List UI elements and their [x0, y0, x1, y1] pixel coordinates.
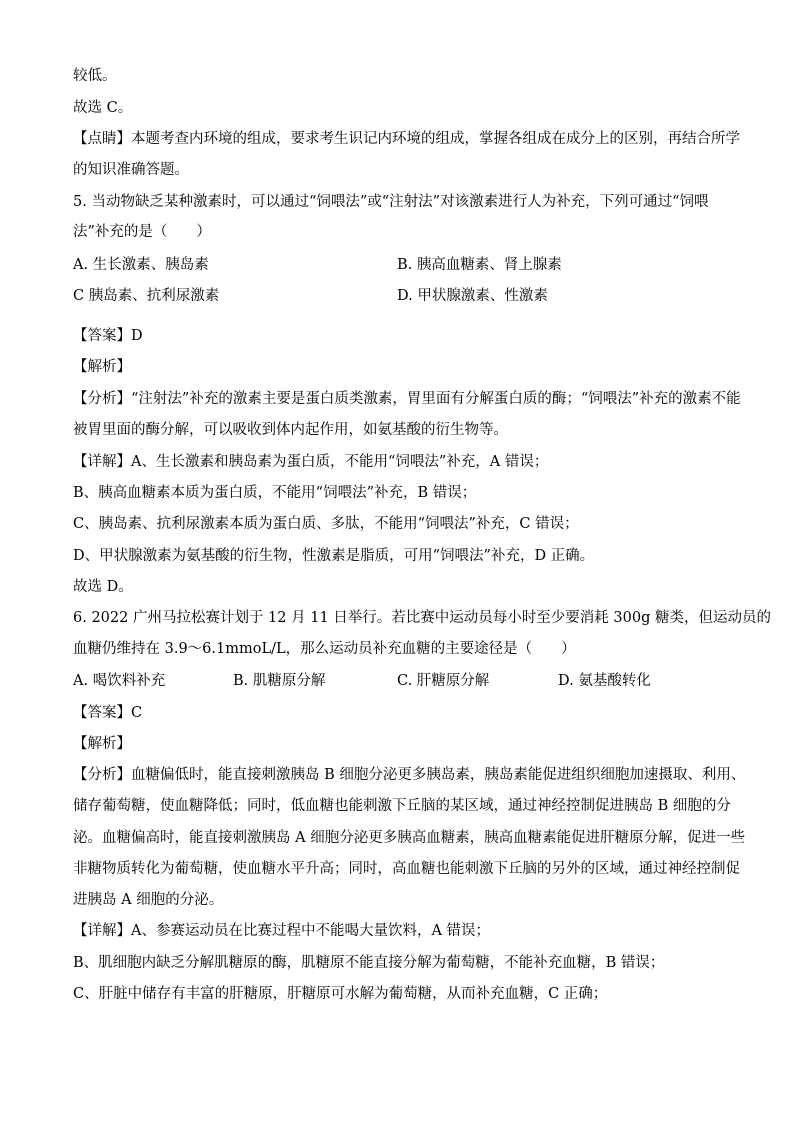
- text-line: 故选 C。: [73, 100, 133, 116]
- q6-option-d: D. 氨基酸转化: [558, 673, 651, 689]
- text-line: 较低。: [73, 68, 117, 84]
- text-line: 的知识准确答题。: [73, 162, 189, 178]
- text-line: C、胰岛素、抗利尿激素本质为蛋白质、多肽，不能用“饲喂法”补充，C 错误；: [73, 516, 579, 532]
- text-line: 非糖物质转化为葡萄糖，使血糖水平升高；同时，高血糖也能刺激下丘脑的另外的区域，通过神经控制促: [73, 861, 740, 877]
- text-line: D、甲状腺激素为氨基酸的衍生物，性激素是脂质，可用“饲喂法”补充，D 正确。: [73, 548, 595, 564]
- text-line: 【分析】血糖偏低时，能直接刺激胰岛 B 细胞分泌更多胰岛素，胰岛素能促进组织细胞加速摄取、利用、: [73, 767, 746, 783]
- text-line: 进胰岛 A 细胞的分泌。: [73, 892, 224, 908]
- text-line: 【详解】A、生长激素和胰岛素为蛋白质，不能用“饲喂法”补充，A 错误；: [73, 454, 549, 470]
- text-line: 储存葡萄糖，使血糖降低；同时，低血糖也能刺激下丘脑的某区域，通过神经控制促进胰岛 B 细胞的分: [73, 798, 731, 814]
- q6-option-a: A. 喝饮料补充: [73, 673, 166, 689]
- text-line: 泌。血糖偏高时，能直接刺激胰岛 A 细胞分泌更多胰高血糖素，胰高血糖素能促进肝糖原分解，促进一些: [73, 830, 746, 846]
- q5-option-c: C 胰岛素、抗利尿激素: [73, 288, 220, 304]
- q5-option-d: D. 甲状腺激素、性激素: [397, 288, 548, 304]
- text-line: 【详解】A、参赛运动员在比赛过程中不能喝大量饮料，A 错误；: [73, 923, 491, 939]
- q5-analysis-heading: 【解析】: [73, 359, 131, 375]
- text-line: 【分析】“注射法”补充的激素主要是蛋白质类激素，胃里面有分解蛋白质的酶；“饲喂法”补充的激素不能: [73, 391, 741, 407]
- text-line: 【点睛】本题考查内环境的组成，要求考生识记内环境的组成，掌握各组成在成分上的区别，再结合所学: [73, 131, 740, 147]
- question-6-stem: 6. 2022 广州马拉松赛计划于 12 月 11 日举行。若比赛中运动员每小时至少要消耗 300g 糖类，但运动员的: [73, 610, 771, 626]
- q6-analysis-heading: 【解析】: [73, 736, 131, 752]
- text-line: B、肌细胞内缺乏分解肌糖原的酶，肌糖原不能直接分解为葡萄糖，不能补充血糖，B 错误；: [73, 955, 665, 971]
- text-line: 故选 D。: [73, 579, 133, 595]
- q5-option-b: B. 胰高血糖素、肾上腺素: [397, 257, 562, 273]
- question-6-stem: 血糖仍维持在 3.9～6.1mmoL/L，那么运动员补充血糖的主要途径是（ ）: [73, 641, 576, 657]
- q6-answer: 【答案】C: [73, 705, 143, 721]
- q5-option-a: A. 生长激素、胰岛素: [73, 257, 209, 273]
- text-line: 被胃里面的酶分解，可以吸收到体内起作用，如氨基酸的衍生物等。: [73, 422, 508, 438]
- text-line: C、肝脏中储存有丰富的肝糖原，肝糖原可水解为葡萄糖，从而补充血糖，C 正确；: [73, 986, 608, 1002]
- q6-option-b: B. 肌糖原分解: [233, 673, 326, 689]
- q5-answer: 【答案】D: [73, 328, 143, 344]
- question-5-stem: 法”补充的是（ ）: [73, 224, 211, 240]
- text-line: B、胰高血糖素本质为蛋白质，不能用“饲喂法”补充，B 错误；: [73, 485, 477, 501]
- question-5-stem: 5. 当动物缺乏某种激素时，可以通过“饲喂法”或“注射法”对该激素进行人为补充，下列可通过“饲喂: [73, 194, 709, 210]
- q6-option-c: C. 肝糖原分解: [397, 673, 490, 689]
